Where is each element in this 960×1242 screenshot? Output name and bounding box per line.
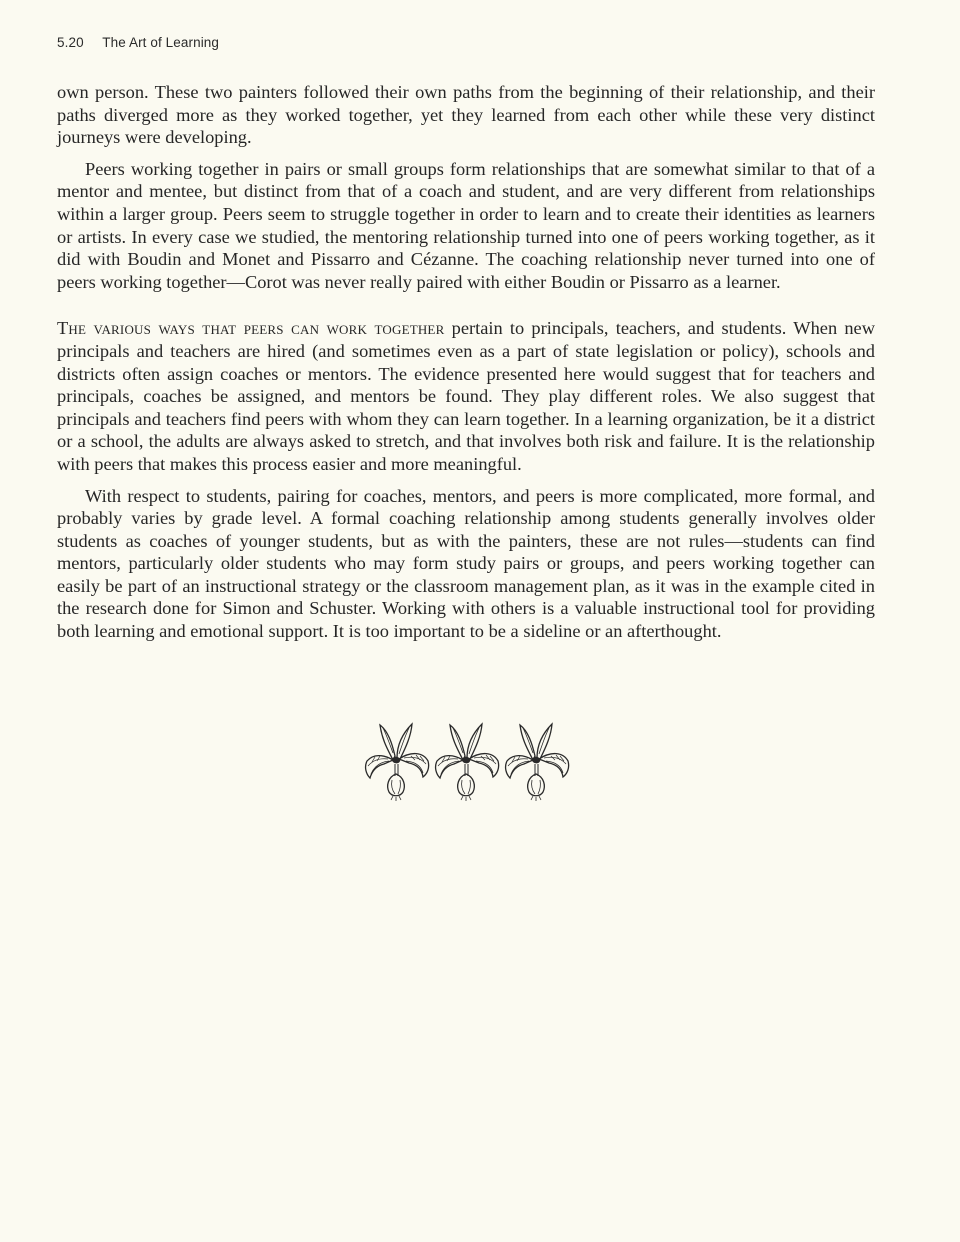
- paragraph-continuation: own person. These two painters followed their own paths from the beginning of their relationship, and their paths diverged more as they worked together, yet they learned from each other while these very distinct journeys were developing.: [57, 82, 875, 148]
- book-title: The Art of Learning: [102, 35, 220, 50]
- small-caps-lead-in: The various ways that peers can work together: [57, 318, 445, 339]
- iris-flower-icon: [436, 724, 499, 801]
- iris-flower-icon: [506, 724, 569, 801]
- body-text: [57, 81, 875, 643]
- iris-flower-icon: [366, 724, 429, 801]
- running-head: [57, 35, 219, 50]
- iris-ornament: [361, 716, 575, 802]
- paragraph-peers: Peers working together in pairs or small groups form relationships that are somewhat similar to that of a mentor and mentee, but distinct from that of a coach and student, and are very different from relationships within a larger group. Peers seem to struggle together in order to learn and to create their identities as learners or artists. In every case we studied, the mentoring relationship turned into one of peers working together, as it did with Boudin and Monet and Pissarro and Cézanne. The coaching relationship never turned into one of peers working together—Corot was never really paired with either Boudin or Pissarro as a learner.: [57, 158, 875, 292]
- page-number: 5.20: [57, 35, 84, 50]
- paragraph-students: With respect to students, pairing for coaches, mentors, and peers is more complicated, more formal, and probably varies by grade level. A formal coaching relationship among students generally involves older students as coaches of younger students, but as with the painters, these are not rules—students can find mentors, particularly older students who may form study pairs or groups, and peers working together can easily be part of an instructional strategy or the classroom management plan, as it was in the example cited in the research done for Simon and Schuster. Working with others is a valuable instructional tool for providing both learning and emotional support. It is too important to be a sideline or an afterthought.: [57, 485, 875, 642]
- paragraph-section-start: [57, 317, 875, 475]
- paragraph-section-start-text: pertain to principals, teachers, and students. When new principals and teachers are hired (and sometimes even as a part of state legislation or policy), schools and districts often assign coaches or mentors. The evidence presented here would suggest that for teachers and principals, coaches be assigned, and mentors be found. They play different roles. We also suggest that principals and teachers find peers with whom they can learn together. In a learning organization, be it a district or a school, the adults are always asked to stretch, and that involves both risk and failure. It is the relationship with peers that makes this process easier and more meaningful.: [57, 318, 875, 474]
